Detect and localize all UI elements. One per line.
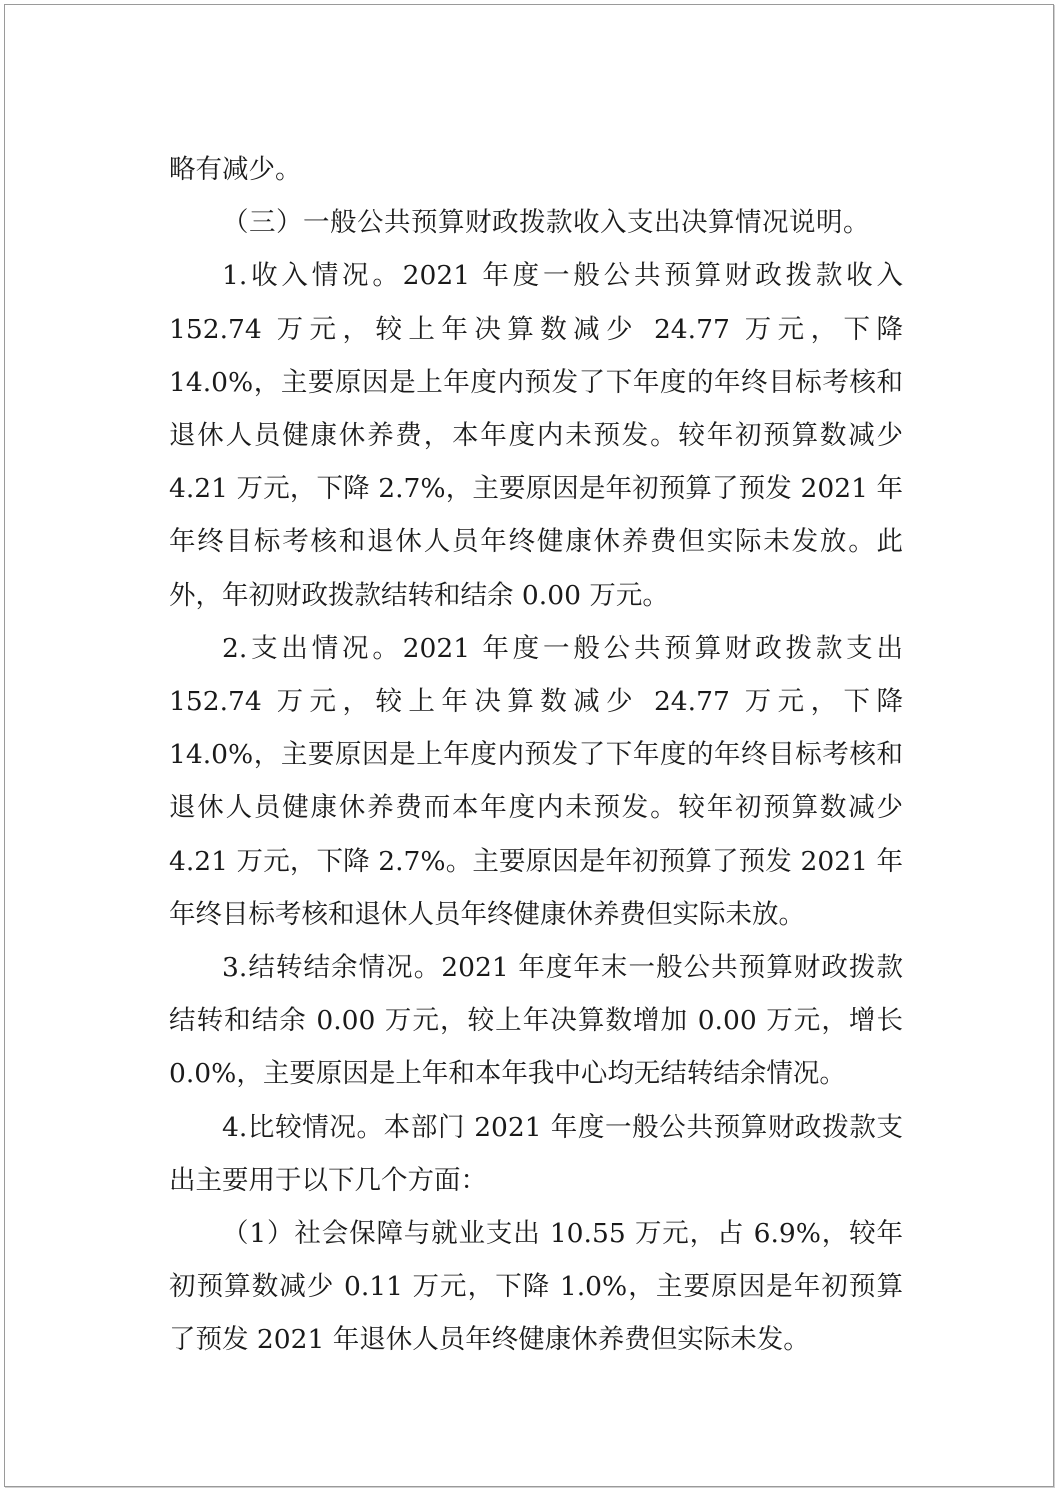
paragraph-social-security: （1）社会保障与就业支出 10.55 万元，占 6.9%，较年初预算数减少 0.11 万元，下降 1.0%，主要原因是年初预算了预发 2021 年退休人员年终健康休养费但实际未发。 <box>169 1218 903 1356</box>
document-body <box>169 143 903 1367</box>
section-heading-general-budget: （三）一般公共预算财政拨款收入支出决算情况说明。 <box>222 207 870 239</box>
paragraph-income: 1.收入情况。2021 年度一般公共预算财政拨款收入152.74 万元，较上年决算数减少 24.77 万元，下降 14.0%，主要原因是上年度内预发了下年度的年终目标考核和退休人员健康休养费，本年度内未预发。较年初预算数减少 4.21 万元，下降 2.7%，主要原因是年初预算了预发 2021 年年终目标考核和退休人员年终健康休养费但实际未发放。此外，年初财政拨款结转和结余 0.00 万元。 <box>169 260 903 611</box>
document-page <box>4 4 1054 1487</box>
paragraph-expenditure: 2.支出情况。2021 年度一般公共预算财政拨款支出152.74 万元，较上年决算数减少 24.77 万元，下降 14.0%，主要原因是上年度内预发了下年度的年终目标考核和退休人员健康休养费而本年度内未预发。较年初预算数减少 4.21 万元，下降 2.7%。主要原因是年初预算了预发 2021 年年终目标考核和退休人员年终健康休养费但实际未放。 <box>169 632 903 930</box>
paragraph-continuation: 略有减少。 <box>169 154 302 185</box>
paragraph-comparison: 4.比较情况。本部门 2021 年度一般公共预算财政拨款支出主要用于以下几个方面： <box>169 1111 903 1196</box>
paragraph-carryover: 3.结转结余情况。2021 年度年末一般公共预算财政拨款结转和结余 0.00 万元，较上年决算数增加 0.00 万元，增长0.0%，主要原因是上年和本年我中心均无结转结余情况。 <box>169 952 903 1090</box>
